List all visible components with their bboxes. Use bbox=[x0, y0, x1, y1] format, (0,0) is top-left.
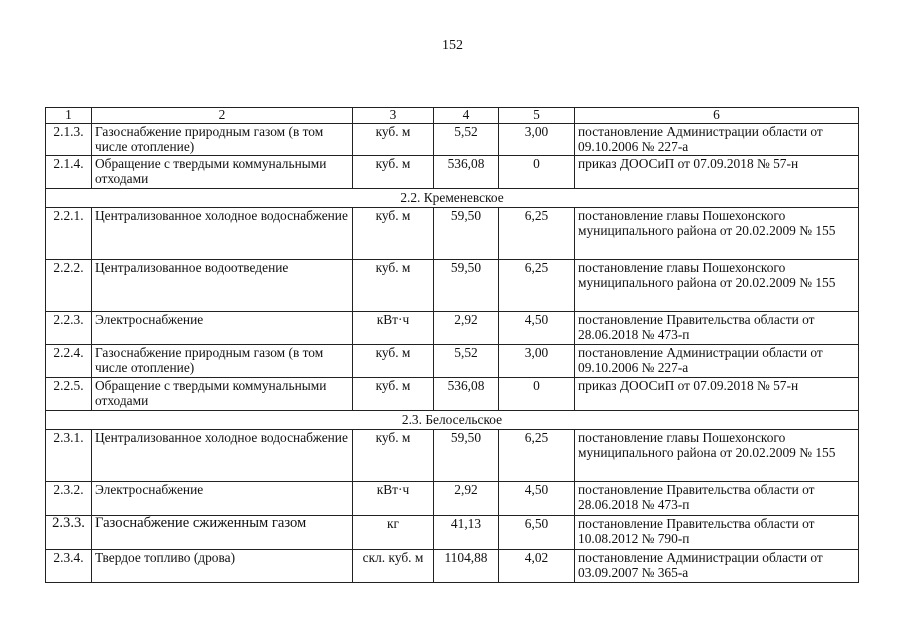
section-title: 2.3. Белосельское bbox=[46, 411, 859, 430]
column-header: 4 bbox=[434, 108, 499, 124]
row-number: 2.3.2. bbox=[46, 482, 92, 516]
row-number: 2.2.3. bbox=[46, 312, 92, 345]
value-2: 4,50 bbox=[499, 312, 575, 345]
section-row bbox=[46, 411, 859, 430]
unit: кг bbox=[353, 516, 434, 550]
service-name: Централизованное холодное водоснабжение bbox=[92, 208, 353, 260]
column-header: 5 bbox=[499, 108, 575, 124]
column-header: 2 bbox=[92, 108, 353, 124]
value-2: 0 bbox=[499, 378, 575, 411]
legal-act: приказ ДООСиП от 07.09.2018 № 57-н bbox=[575, 156, 859, 189]
unit: куб. м bbox=[353, 430, 434, 482]
unit: куб. м bbox=[353, 345, 434, 378]
unit: куб. м bbox=[353, 156, 434, 189]
value-2: 6,25 bbox=[499, 208, 575, 260]
legal-act: постановление Правительства области от 28.06.2018 № 473-п bbox=[575, 482, 859, 516]
row-number: 2.2.4. bbox=[46, 345, 92, 378]
service-name: Централизованное холодное водоснабжение bbox=[92, 430, 353, 482]
table-row bbox=[46, 482, 859, 516]
legal-act: постановление Администрации области от 03.09.2007 № 365-а bbox=[575, 550, 859, 583]
table-row bbox=[46, 378, 859, 411]
legal-act: приказ ДООСиП от 07.09.2018 № 57-н bbox=[575, 378, 859, 411]
table-row bbox=[46, 430, 859, 482]
value-1: 59,50 bbox=[434, 430, 499, 482]
tariff-table bbox=[45, 107, 859, 583]
section-title: 2.2. Кременевское bbox=[46, 189, 859, 208]
table-row bbox=[46, 345, 859, 378]
unit: скл. куб. м bbox=[353, 550, 434, 583]
unit: куб. м bbox=[353, 124, 434, 156]
value-1: 41,13 bbox=[434, 516, 499, 550]
column-header: 3 bbox=[353, 108, 434, 124]
unit: куб. м bbox=[353, 208, 434, 260]
service-name: Обращение с твердыми коммунальными отходами bbox=[92, 156, 353, 189]
unit: куб. м bbox=[353, 378, 434, 411]
table-row bbox=[46, 550, 859, 583]
legal-act: постановление главы Пошехонского муниципального района от 20.02.2009 № 155 bbox=[575, 260, 859, 312]
value-2: 3,00 bbox=[499, 345, 575, 378]
column-header: 1 bbox=[46, 108, 92, 124]
service-name: Электроснабжение bbox=[92, 482, 353, 516]
section-row bbox=[46, 189, 859, 208]
page-number: 152 bbox=[442, 38, 463, 53]
service-name: Газоснабжение природным газом (в том числе отопление) bbox=[92, 345, 353, 378]
table-row bbox=[46, 208, 859, 260]
table-row bbox=[46, 124, 859, 156]
service-name: Газоснабжение природным газом (в том числе отопление) bbox=[92, 124, 353, 156]
value-2: 6,50 bbox=[499, 516, 575, 550]
service-name: Электроснабжение bbox=[92, 312, 353, 345]
row-number: 2.1.3. bbox=[46, 124, 92, 156]
row-number: 2.2.1. bbox=[46, 208, 92, 260]
value-1: 5,52 bbox=[434, 124, 499, 156]
service-name: Обращение с твердыми коммунальными отходами bbox=[92, 378, 353, 411]
row-number: 2.3.3. bbox=[46, 516, 92, 550]
unit: куб. м bbox=[353, 260, 434, 312]
value-1: 2,92 bbox=[434, 312, 499, 345]
legal-act: постановление главы Пошехонского муниципального района от 20.02.2009 № 155 bbox=[575, 430, 859, 482]
legal-act: постановление Администрации области от 09.10.2006 № 227-а bbox=[575, 124, 859, 156]
legal-act: постановление главы Пошехонского муниципального района от 20.02.2009 № 155 bbox=[575, 208, 859, 260]
row-number: 2.3.4. bbox=[46, 550, 92, 583]
table-row bbox=[46, 516, 859, 550]
service-name: Твердое топливо (дрова) bbox=[92, 550, 353, 583]
value-1: 5,52 bbox=[434, 345, 499, 378]
unit: кВт·ч bbox=[353, 312, 434, 345]
row-number: 2.2.2. bbox=[46, 260, 92, 312]
legal-act: постановление Правительства области от 10.08.2012 № 790-п bbox=[575, 516, 859, 550]
value-2: 4,50 bbox=[499, 482, 575, 516]
row-number: 2.3.1. bbox=[46, 430, 92, 482]
value-1: 59,50 bbox=[434, 208, 499, 260]
value-1: 2,92 bbox=[434, 482, 499, 516]
value-1: 59,50 bbox=[434, 260, 499, 312]
service-name: Газоснабжение сжиженным газом bbox=[92, 516, 353, 550]
value-1: 536,08 bbox=[434, 156, 499, 189]
value-2: 6,25 bbox=[499, 260, 575, 312]
row-number: 2.2.5. bbox=[46, 378, 92, 411]
value-2: 0 bbox=[499, 156, 575, 189]
value-2: 3,00 bbox=[499, 124, 575, 156]
table-row bbox=[46, 156, 859, 189]
table-header-row bbox=[46, 108, 859, 124]
table-row bbox=[46, 312, 859, 345]
legal-act: постановление Правительства области от 28.06.2018 № 473-п bbox=[575, 312, 859, 345]
row-number: 2.1.4. bbox=[46, 156, 92, 189]
legal-act: постановление Администрации области от 09.10.2006 № 227-а bbox=[575, 345, 859, 378]
service-name: Централизованное водоотведение bbox=[92, 260, 353, 312]
value-2: 6,25 bbox=[499, 430, 575, 482]
unit: кВт·ч bbox=[353, 482, 434, 516]
value-2: 4,02 bbox=[499, 550, 575, 583]
column-header: 6 bbox=[575, 108, 859, 124]
value-1: 1104,88 bbox=[434, 550, 499, 583]
value-1: 536,08 bbox=[434, 378, 499, 411]
table-row bbox=[46, 260, 859, 312]
